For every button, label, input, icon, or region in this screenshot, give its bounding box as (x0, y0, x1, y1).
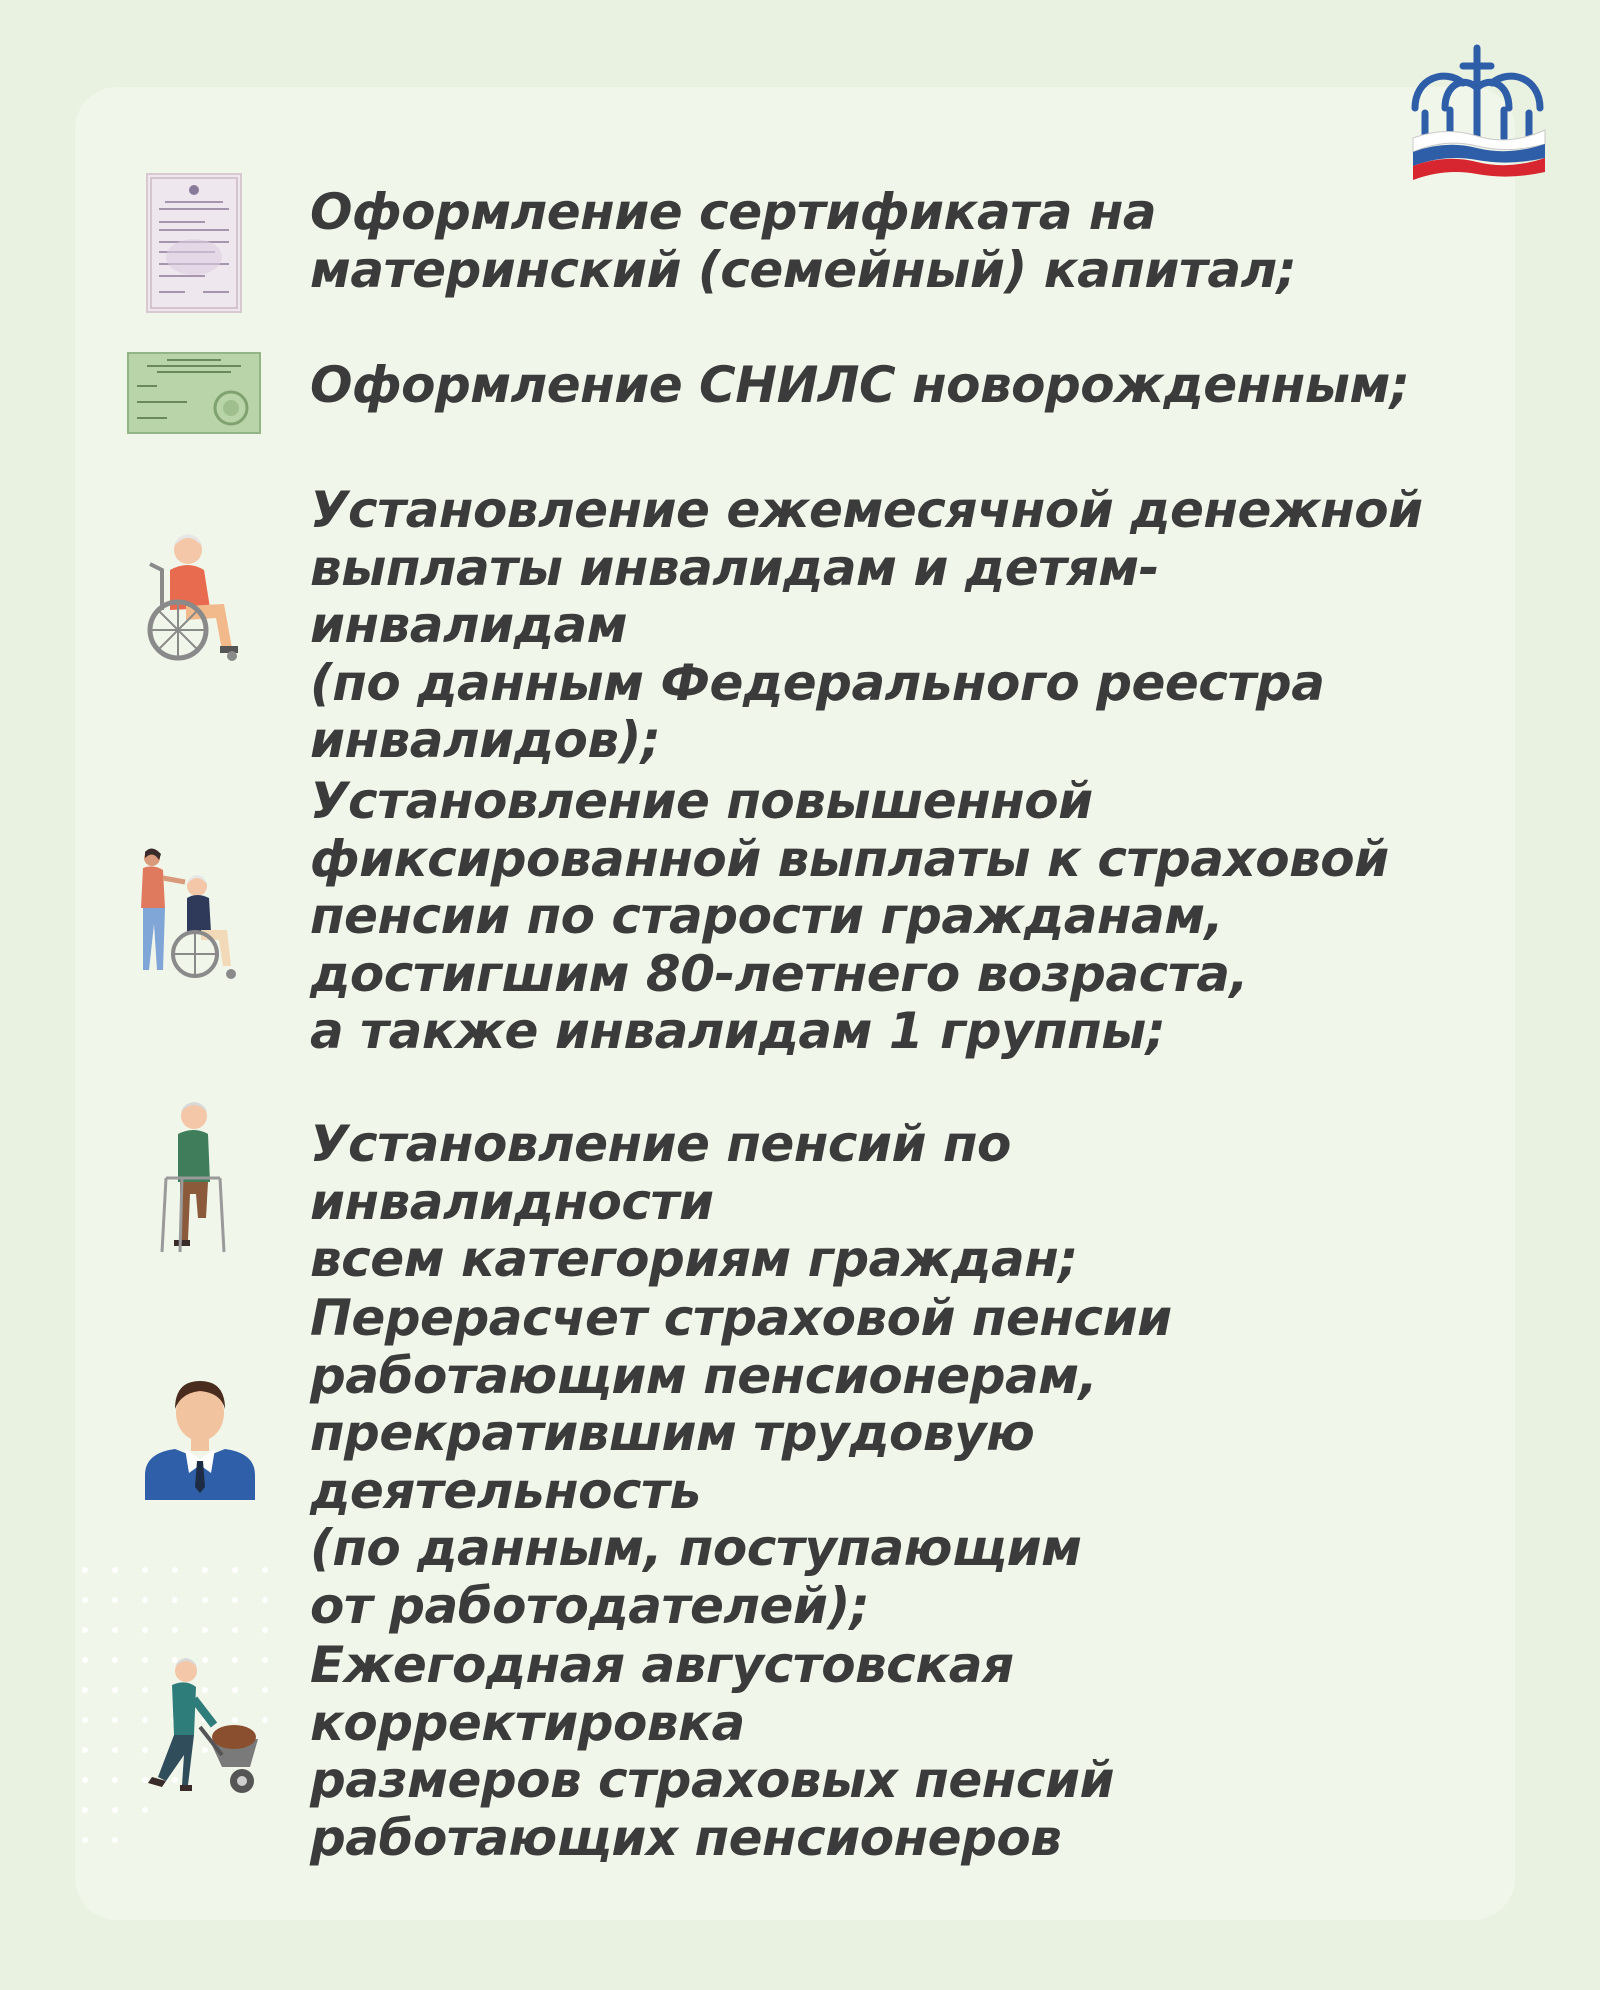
item-text: Установление повышенной фиксированной выплаты к страховой пенсии по старости гражданам, достигшим 80-летнего возраста, а также инвалидам 1 группы; (310, 772, 1389, 1060)
item-text: Оформление СНИЛС новорожденным; (310, 356, 1410, 414)
item-text: Ежегодная августовская корректировка размеров страховых пенсий работающих пенсионеров (310, 1636, 1115, 1867)
item-text: Установление ежемесячной денежной выплаты инвалидам и детям-инвалидам (по данным Федерального реестра инвалидов); (310, 481, 1423, 769)
pfr-logo (1405, 38, 1550, 183)
snils-card-icon (127, 352, 261, 434)
wheelchair-elderly-woman-icon (140, 530, 255, 665)
elderly-man-walker-icon (158, 1098, 228, 1256)
elderly-man-wheelbarrow-icon (130, 1655, 260, 1800)
item-text: Установление пенсий по инвалидности всем категориям граждан; (310, 1115, 1078, 1288)
caregiver-with-wheelchair-icon (135, 848, 250, 983)
item-text: Оформление сертификата на материнский (семейный) капитал; (310, 183, 1297, 299)
businessman-avatar-icon (145, 1375, 255, 1500)
item-text: Перерасчет страховой пенсии работающим пенсионерам, прекратившим трудовую деятельность (по данным, поступающим от работодателей); (310, 1289, 1172, 1635)
certificate-document-icon (145, 172, 243, 314)
